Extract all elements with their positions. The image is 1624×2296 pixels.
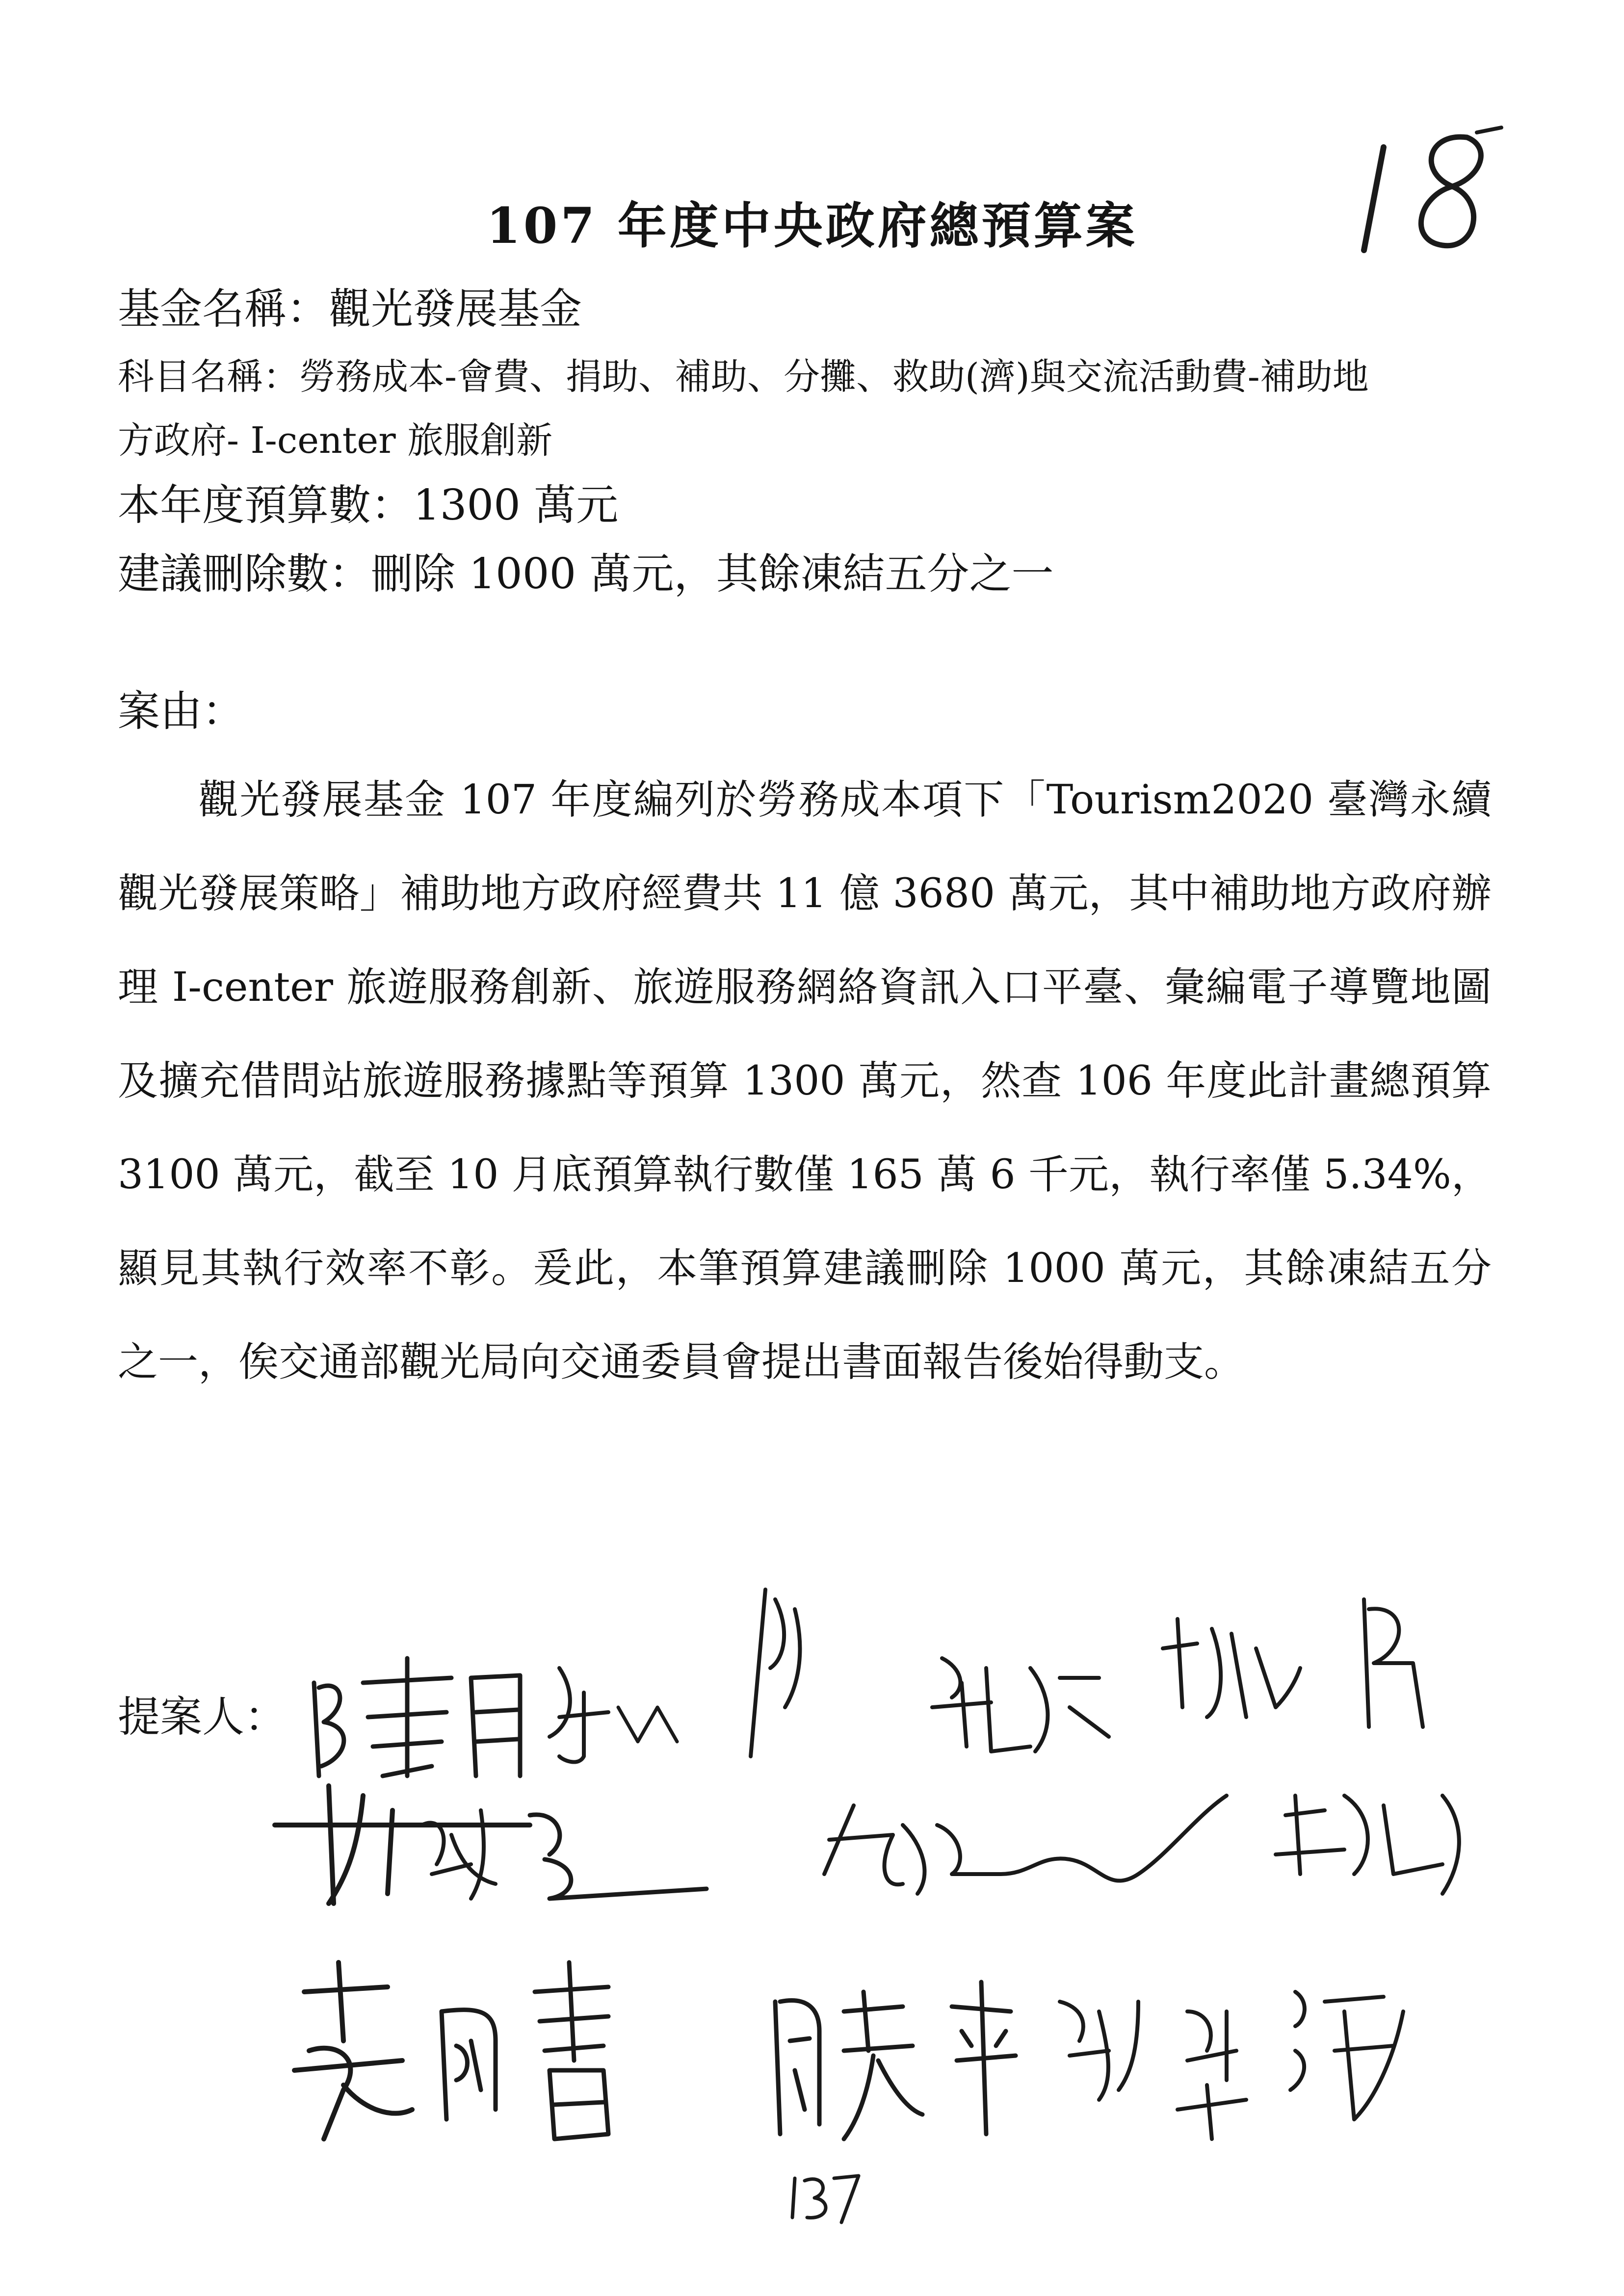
- reason-label: 案由：: [118, 687, 244, 736]
- subject-name-line-1: 科目名稱：勞務成本-會費、捐助、補助、分攤、救助(濟)與交流活動費-補助地: [118, 356, 1369, 398]
- proposer-label: 提案人：: [118, 1693, 287, 1742]
- document-title: 107 年度中央政府總預算案: [486, 197, 1138, 255]
- handwritten-signatures: [265, 1521, 1550, 2218]
- subject-name-line-2: 方政府- I-center 旅服創新: [118, 419, 553, 462]
- budget-amount: 本年度預算數：1300 萬元: [118, 481, 619, 530]
- proposed-cut: 建議刪除數：刪除 1000 萬元，其餘凍結五分之一: [118, 549, 1054, 599]
- fund-name: 基金名稱：觀光發展基金: [118, 285, 582, 334]
- handwritten-page-number: [785, 2164, 864, 2227]
- reason-text: 觀光發展基金 107 年度編列於勞務成本項下「Tourism2020 臺灣永續觀光發展策略」補助地方政府經費共 11 億 3680 萬元，其中補助地方政府辦理 I-center 旅遊服務創新、旅遊服務網絡資訊入口平臺、彙編電子導覽地圖及擴充借問站旅遊服務據點等預算 1300 萬元，然查 106 年度此計畫總預算 3100 萬元，截至 10 月底預算執行數僅 165 萬 6 千元，執行率僅 5.34%，顯見其執行效率不彰。爰此，本筆預算建議刪除 1000 萬元，其餘凍結五分之一，俟交通部觀光局向交通委員會提出書面報告後始得動支。: [118, 777, 1492, 1385]
